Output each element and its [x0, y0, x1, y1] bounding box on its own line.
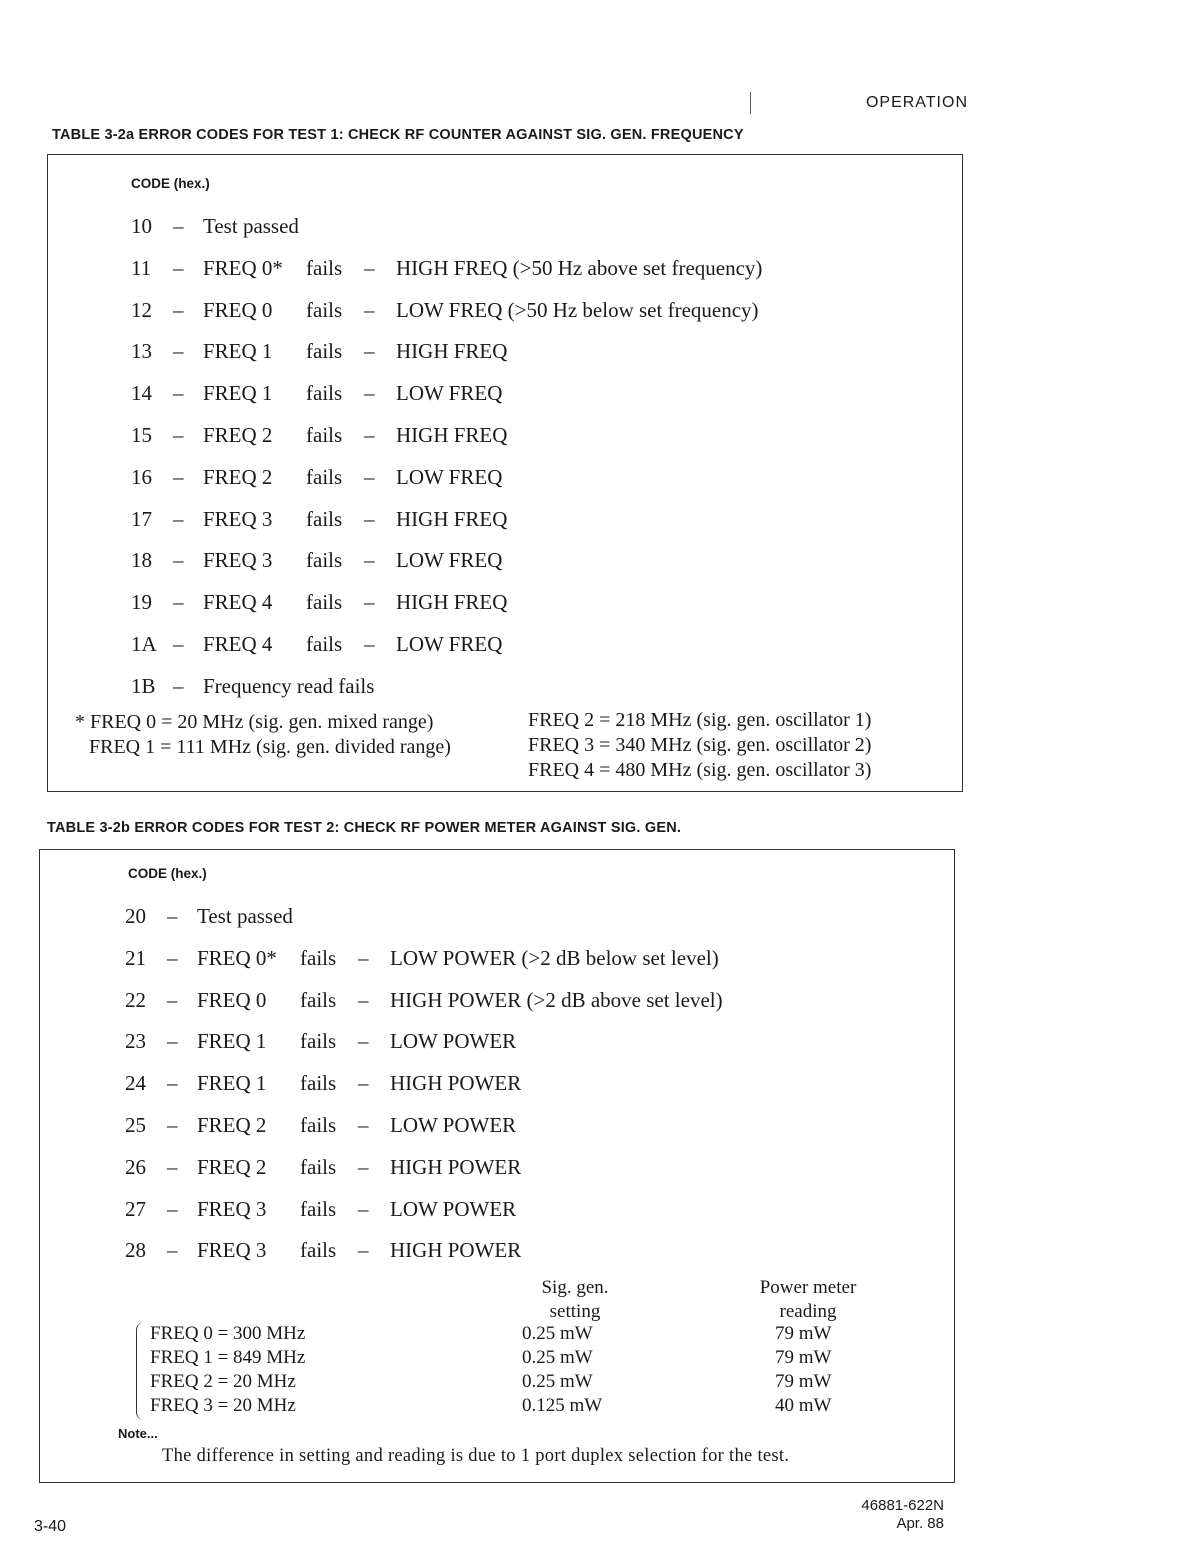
error-code: 12: [131, 297, 152, 322]
doc-reference: [861, 1497, 944, 1533]
fails-label: fails: [300, 945, 337, 970]
freq-name: FREQ 0: [203, 297, 273, 322]
fails-label: fails: [300, 1113, 337, 1137]
separator-dash: –: [364, 464, 375, 489]
error-code: 23: [125, 1029, 146, 1054]
error-text: Test passed: [197, 904, 293, 928]
fails-label: fails: [306, 464, 343, 489]
fault-description: LOW POWER (>2 dB below set level): [390, 945, 719, 970]
fails-label: fails: [306, 548, 343, 573]
error-code: 17: [131, 506, 152, 531]
separator-dash: –: [173, 673, 184, 698]
fault-description: HIGH FREQ: [396, 423, 508, 447]
col-header-power-meter-line1: Power meter: [759, 1277, 857, 1298]
separator-dash: –: [364, 506, 375, 531]
power-freq: FREQ 3 = 20 MHz: [150, 1395, 296, 1416]
fault-description: LOW FREQ: [396, 381, 503, 406]
fails-label: fails: [300, 1071, 337, 1096]
separator-dash: –: [364, 255, 375, 280]
footnote-freq4: FREQ 4 = 480 MHz (sig. gen. oscillator 3): [528, 759, 872, 781]
freq-name: FREQ 0: [197, 987, 267, 1012]
separator-dash: –: [364, 590, 375, 615]
fault-description: HIGH FREQ (>50 Hz above set frequency): [396, 255, 763, 280]
error-code: 1A: [131, 632, 157, 656]
error-code: 20: [125, 904, 146, 928]
freq-name: FREQ 3: [203, 506, 273, 531]
fault-description: HIGH FREQ: [396, 339, 508, 364]
table-b-code-header: CODE (hex.): [128, 866, 207, 881]
footnote-freq1: FREQ 1 = 111 MHz (sig. gen. divided range): [89, 736, 451, 758]
separator-dash: –: [167, 987, 178, 1012]
freq-name: FREQ 4: [203, 590, 273, 615]
separator-dash: –: [173, 339, 184, 364]
error-code: 21: [125, 945, 146, 970]
fails-label: fails: [300, 1029, 337, 1054]
fault-description: HIGH FREQ: [396, 506, 508, 531]
freq-name: FREQ 2: [197, 1113, 267, 1137]
power-reading: 79 mW: [775, 1371, 832, 1392]
fails-label: fails: [306, 506, 343, 531]
separator-dash: –: [364, 632, 375, 656]
fault-description: HIGH POWER: [390, 1154, 522, 1179]
error-code: 27: [125, 1196, 146, 1221]
fault-description: HIGH POWER (>2 dB above set level): [390, 987, 723, 1012]
fault-description: LOW POWER: [390, 1196, 517, 1221]
fails-label: fails: [300, 987, 337, 1012]
separator-dash: –: [167, 1196, 178, 1221]
error-code: 1B: [131, 673, 156, 698]
separator-dash: –: [358, 1071, 369, 1096]
footnote-freq2: FREQ 2 = 218 MHz (sig. gen. oscillator 1): [528, 709, 872, 731]
separator-dash: –: [364, 423, 375, 447]
footnote-freq3: FREQ 3 = 340 MHz (sig. gen. oscillator 2): [528, 734, 872, 756]
power-reading: 79 mW: [775, 1323, 832, 1344]
fault-description: LOW FREQ: [396, 548, 503, 573]
footnote-freq0: * FREQ 0 = 20 MHz (sig. gen. mixed range): [75, 711, 434, 733]
fails-label: fails: [300, 1196, 337, 1221]
freq-group-brace: [136, 1322, 149, 1420]
separator-dash: –: [364, 548, 375, 573]
col-header-power-meter-line2: reading: [779, 1301, 837, 1322]
separator-dash: –: [167, 1238, 178, 1263]
doc-date: Apr. 88: [896, 1515, 944, 1532]
freq-name: FREQ 4: [203, 632, 273, 656]
fault-description: LOW POWER: [390, 1113, 517, 1137]
error-text: Frequency read fails: [203, 673, 375, 698]
table-a-code-header: CODE (hex.): [131, 176, 210, 191]
col-header-sig-gen: [500, 1276, 650, 1324]
separator-dash: –: [167, 1154, 178, 1179]
separator-dash: –: [173, 590, 184, 615]
freq-name: FREQ 2: [197, 1154, 267, 1179]
separator-dash: –: [173, 255, 184, 280]
freq-name: FREQ 2: [203, 423, 273, 447]
separator-dash: –: [358, 1029, 369, 1054]
separator-dash: –: [167, 904, 178, 928]
fault-description: HIGH FREQ: [396, 590, 508, 615]
freq-name: FREQ 3: [197, 1196, 267, 1221]
separator-dash: –: [173, 381, 184, 406]
fault-description: LOW POWER: [390, 1029, 517, 1054]
separator-dash: –: [358, 945, 369, 970]
error-text: Test passed: [203, 214, 299, 238]
col-header-sig-gen-line1: Sig. gen.: [541, 1277, 609, 1298]
table-b-title: TABLE 3-2b ERROR CODES FOR TEST 2: CHECK RF POWER METER AGAINST SIG. GEN.: [47, 820, 682, 836]
fault-description: HIGH POWER: [390, 1071, 522, 1096]
separator-dash: –: [364, 339, 375, 364]
separator-dash: –: [173, 423, 184, 447]
power-setting: 0.25 mW: [522, 1323, 593, 1344]
table-a-title: TABLE 3-2a ERROR CODES FOR TEST 1: CHECK RF COUNTER AGAINST SIG. GEN. FREQUENCY: [52, 127, 744, 143]
freq-name: FREQ 3: [203, 548, 273, 573]
error-code: 18: [131, 548, 152, 573]
error-code: 26: [125, 1154, 146, 1179]
separator-dash: –: [167, 1113, 178, 1137]
freq-name: FREQ 1: [197, 1029, 267, 1054]
fault-description: LOW FREQ: [396, 632, 503, 656]
page-number: 3-40: [34, 1518, 67, 1535]
separator-dash: –: [173, 214, 184, 238]
freq-name: FREQ 2: [203, 464, 273, 489]
freq-name: FREQ 3: [197, 1238, 267, 1263]
fails-label: fails: [300, 1238, 337, 1263]
power-setting: 0.25 mW: [522, 1371, 593, 1392]
error-code: 15: [131, 423, 152, 447]
fault-description: LOW FREQ (>50 Hz below set frequency): [396, 297, 759, 322]
freq-name: FREQ 1: [203, 381, 273, 406]
power-reading: 40 mW: [775, 1395, 832, 1416]
error-code: 13: [131, 339, 152, 364]
fault-description: HIGH POWER: [390, 1238, 522, 1263]
separator-dash: –: [364, 381, 375, 406]
freq-name: FREQ 0*: [203, 255, 283, 280]
fails-label: fails: [306, 339, 343, 364]
power-reading: 79 mW: [775, 1347, 832, 1368]
error-code: 16: [131, 464, 152, 489]
error-code: 10: [131, 214, 152, 238]
separator-dash: –: [167, 1029, 178, 1054]
separator-dash: –: [173, 297, 184, 322]
separator-dash: –: [173, 632, 184, 656]
error-code: 28: [125, 1238, 146, 1263]
power-freq: FREQ 0 = 300 MHz: [150, 1323, 306, 1344]
doc-number: 46881-622N: [861, 1497, 944, 1514]
col-header-sig-gen-line2: setting: [549, 1301, 601, 1322]
fails-label: fails: [306, 255, 343, 280]
error-code: 19: [131, 590, 152, 615]
separator-dash: –: [358, 1196, 369, 1221]
fails-label: fails: [306, 590, 343, 615]
power-freq: FREQ 2 = 20 MHz: [150, 1371, 296, 1392]
table-a-box: [47, 154, 963, 792]
separator-dash: –: [358, 1113, 369, 1137]
separator-dash: –: [358, 1154, 369, 1179]
error-code: 14: [131, 381, 152, 406]
error-code: 24: [125, 1071, 146, 1096]
separator-dash: –: [358, 987, 369, 1012]
col-header-power-meter: [728, 1276, 888, 1324]
separator-dash: –: [173, 464, 184, 489]
separator-dash: –: [173, 506, 184, 531]
error-code: 25: [125, 1113, 146, 1137]
power-setting: 0.125 mW: [522, 1395, 603, 1416]
note-label: Note...: [118, 1426, 158, 1441]
separator-dash: –: [167, 945, 178, 970]
fails-label: fails: [306, 632, 343, 656]
separator-dash: –: [364, 297, 375, 322]
freq-name: FREQ 1: [197, 1071, 267, 1096]
fails-label: fails: [300, 1154, 337, 1179]
fault-description: LOW FREQ: [396, 464, 503, 489]
separator-dash: –: [358, 1238, 369, 1263]
header-rule: [750, 92, 753, 114]
separator-dash: –: [167, 1071, 178, 1096]
fails-label: fails: [306, 423, 343, 447]
fails-label: fails: [306, 381, 343, 406]
freq-name: FREQ 1: [203, 339, 273, 364]
fails-label: fails: [306, 297, 343, 322]
freq-name: FREQ 0*: [197, 945, 277, 970]
error-code: 11: [131, 255, 152, 280]
section-label: OPERATION: [865, 94, 968, 111]
note-text: The difference in setting and reading is due to 1 port duplex selection for the test.: [162, 1446, 790, 1466]
power-setting: 0.25 mW: [522, 1347, 593, 1368]
separator-dash: –: [173, 548, 184, 573]
error-code: 22: [125, 987, 146, 1012]
power-freq: FREQ 1 = 849 MHz: [150, 1347, 306, 1368]
